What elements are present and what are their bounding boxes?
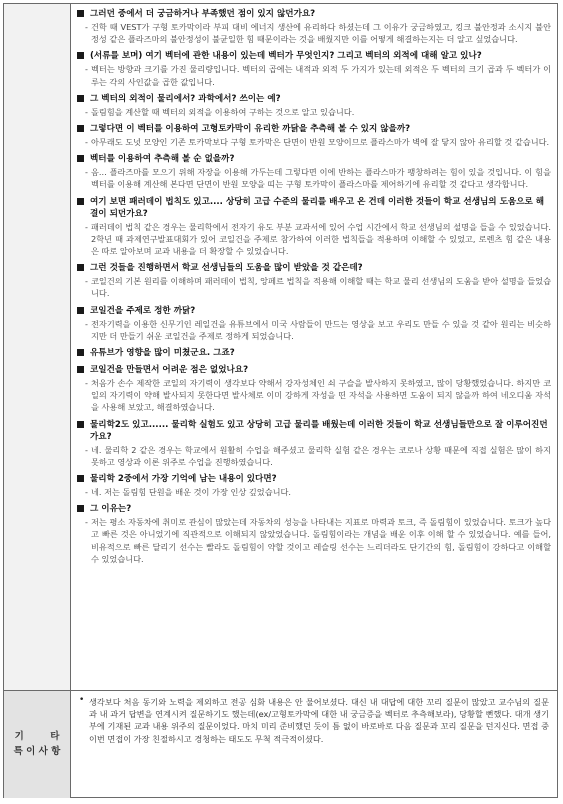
square-bullet-icon	[77, 307, 84, 314]
question-text: 그러던 중에서 더 궁금하거나 부족했던 점이 있지 않던가요?	[90, 9, 316, 19]
answer	[85, 106, 551, 118]
notes-text: 생각보다 처음 동기와 노력을 제외하고 전공 심화 내용은 안 물어보셨다. 대신 내 대답에 대한 꼬리 질문이 많았고 교수님의 질문과 내 과거 답변을 연계시켜 질문하기도 했는데(ex/고형토카막에 대한 내 궁금증을 벡터로 추측해보라), 당황할 뻔했다. 대개 생기부에 기재된 교과 내용 위주의 질문이었다. 마치 미리 준비했던 듯이 틈 없이 바로바로 다음 질문과 꼬리 질문을 던지신다. 면접 중 이번 면접이 가장 친절하시고 경청하는 태도도 무척 적극적이셨다.	[89, 697, 549, 744]
answer-text: 음... 플라즈마를 모으기 위해 자장을 이용해 가두는데 그렇다면 이에 반하는 플라스마가 팽창하려는 힘이 있을 것입니다. 이 힘을 벡터를 이용해 계산해 본다면 단면이 반원 모양을 띠는 구형 토카막이 플라스마를 제어하기에 유리할 것 같다고 생각합니다.	[91, 167, 551, 190]
question	[77, 153, 551, 165]
interview-record-sheet	[3, 3, 558, 798]
notes-label: 기 타 특 이 사 항	[13, 731, 61, 757]
dash-marker: -	[85, 444, 88, 455]
answer	[85, 377, 551, 414]
answer	[85, 318, 551, 342]
notes-section	[4, 690, 557, 798]
answer-text: 처음가 손수 제작한 코일의 자기력이 생각보다 약해서 강자성체인 쇠 구슬을 발사하지 못하였고, 많이 당황했었습니다. 하지만 코일의 자기력이 약해 발사되지 못한다면 발사체로 이미 강하게 자성을 띤 자석을 사용하면 도움이 되지 않을까 하여 네오디움 자석을 사용해 보았고, 해결하였습니다.	[91, 378, 551, 413]
dash-marker: -	[85, 106, 88, 117]
answer	[85, 63, 551, 87]
notes-label-cell	[4, 691, 71, 798]
qa-item	[77, 93, 551, 118]
qa-section-label-cell	[4, 4, 71, 690]
question	[77, 364, 551, 376]
question-text: 코일건을 주제로 정한 까닭?	[90, 305, 196, 316]
question	[77, 305, 551, 317]
dash-marker: -	[85, 137, 88, 148]
qa-item	[77, 153, 551, 190]
question	[77, 123, 551, 135]
answer	[85, 486, 551, 498]
question-text: 물리학 2중에서 가장 기억에 남는 내용이 있다면?	[90, 474, 277, 485]
square-bullet-icon	[77, 155, 84, 162]
dash-marker: -	[85, 378, 88, 389]
dash-marker: -	[85, 64, 88, 75]
notes-content	[71, 691, 557, 798]
qa-item	[77, 364, 551, 414]
question	[77, 93, 551, 105]
question	[77, 196, 551, 220]
dash-marker: -	[85, 167, 88, 178]
answer-text: 네. 저는 돌림힘 단원을 배운 것이 가장 인상 깊었습니다.	[91, 487, 292, 498]
question-text: 그런 것들을 진행하면서 학교 선생님들의 도움을 많이 받았을 것 같은데?	[90, 263, 363, 274]
qa-item	[77, 50, 551, 87]
question-text: 그렇다면 이 벡터를 이용하여 고형토카막이 유리한 까닭을 추측해 볼 수 있지 않을까?	[90, 124, 411, 135]
square-bullet-icon	[77, 264, 84, 271]
answer-text: 벡터는 방향과 크기를 가진 물리량입니다. 벡터의 곱에는 내적과 외적 두 가지가 있는데 외적은 두 벡터의 크기 곱과 두 벡터가 이루는 각의 사인값을 곱한 값입니다.	[91, 64, 551, 87]
question-text: (서류를 보며) 여기 벡터에 관한 내용이 있는데 벡터가 무엇인지? 그리고 벡터의 외적에 대해 알고 있나?	[90, 51, 482, 62]
square-bullet-icon	[77, 52, 84, 59]
qa-item	[77, 8, 551, 45]
qa-item	[77, 196, 551, 258]
answer-text: 아무래도 도넛 모양인 기존 토카막보다 구형 토카막은 단면이 반원 모양이므로 플라스마가 벽에 잘 닿지 않아 유리할 것 같습니다.	[91, 137, 550, 148]
dash-marker: -	[85, 517, 88, 528]
qa-item	[77, 503, 551, 565]
qa-item	[77, 419, 551, 468]
question-text: 유튜브가 영향을 많이 미쳤군요. 그죠?	[90, 348, 235, 359]
qa-item	[77, 123, 551, 148]
dash-marker: -	[85, 22, 88, 32]
square-bullet-icon	[77, 125, 84, 132]
question	[77, 8, 551, 20]
square-bullet-icon	[77, 95, 84, 102]
question	[77, 473, 551, 485]
square-bullet-icon	[77, 505, 84, 512]
question-text: 코일건을 만들면서 어려운 점은 없었나요?	[90, 365, 249, 376]
answer-text: 전자기력을 이용한 신무기인 레일건을 유튜브에서 미국 사람들이 만드는 영상을 보고 우리도 만들 수 있을 것 같아 원리는 비슷하지만 더 만들기 쉬운 코일건을 주제로 정하게 되었습니다.	[91, 318, 551, 341]
dash-marker: -	[85, 221, 88, 232]
square-bullet-icon	[77, 475, 84, 482]
question	[77, 347, 551, 359]
dash-marker: -	[85, 487, 88, 498]
answer	[85, 221, 551, 258]
answer	[85, 444, 551, 468]
answer	[85, 275, 551, 299]
answer-text: 저는 평소 자동차에 취미로 관심이 많았는데 자동차의 성능을 나타내는 지표로 마력과 토크, 즉 돌림힘이 있었습니다. 토크가 높다고 빠른 것은 아니었기에 직관적으로 이해되지 않았었습니다. 돌림힘이라는 개념을 배운 이후 이해 할 수 있었습니다. 예를 들어, 비유적으로 빠른 달리기 선수는 빨라도 돌림힘이 약할 것이고 레슬링 선수는 느리더라도 단기간의 힘, 돌림힘이 강하다고 이해할 수 있었습니다.	[91, 517, 551, 564]
qa-item	[77, 262, 551, 299]
answer	[85, 516, 551, 565]
answer	[85, 21, 551, 45]
question	[77, 419, 551, 443]
square-bullet-icon	[77, 10, 84, 17]
qa-item	[77, 305, 551, 342]
answer	[85, 166, 551, 190]
answer-text: 패러데이 법칙 같은 경우는 물리학에서 전자기 유도 부분 교과서에 있어 수업 시간에서 학교 선생님의 설명을 들을 수 있었습니다. 2학년 때 과제연구발표대회가 있어 코일건을 주제로 참가하여 이러한 법칙들을 적용하며 이해할 수 있었고, 로렌츠 힘 같은 내용은 따로 알아보며 교과 내용을 더 확장할 수 있었습니다.	[91, 221, 551, 257]
question	[77, 50, 551, 62]
qa-item	[77, 347, 551, 359]
question-text: 그 벡터의 외적이 물리에서? 과학에서? 쓰이는 예?	[90, 93, 281, 104]
qa-section	[4, 4, 557, 690]
question-text: 여기 보면 패러데이 법칙도 있고.... 상당히 고급 수준의 물리를 배우고 온 건데 이러한 것들이 학교 선생님의 도움으로 해결이 되던가요?	[90, 196, 545, 219]
question-text: 벡터를 이용하여 추측해 볼 순 없을까?	[90, 154, 235, 165]
dash-marker: -	[85, 276, 88, 287]
answer	[85, 136, 551, 148]
square-bullet-icon	[77, 198, 84, 205]
dash-marker: -	[85, 318, 88, 329]
qa-list	[71, 4, 557, 690]
question	[77, 503, 551, 515]
question	[77, 262, 551, 274]
square-bullet-icon	[77, 366, 84, 373]
question-text: 물리학2도 있고...... 물리학 실험도 있고 상당히 고급 물리를 배웠는데 이러한 것들이 학교 선생님들만으로 잘 이루어진던가요?	[90, 419, 548, 442]
square-bullet-icon	[77, 421, 84, 428]
answer-text: 돌림힘을 계산할 때 벡터의 외적을 이용하여 구하는 것으로 알고 있습니다.	[91, 106, 355, 117]
notes-bullet: •	[79, 695, 85, 705]
question-text: 그 이유는?	[90, 504, 132, 515]
answer-text: 건학 때 VEST가 구형 토카막이라 부피 대비 에너지 생산에 유리하다 하셨는데 그 이유가 궁금하였고, 킹크 불안정과 소시지 불안정성 같은 플라즈마의 불안정성이 불균일한 힘 때문이라는 것을 배웠지만 이를 어떻게 해결하는지는 더 알고 싶었습니다.	[91, 22, 551, 45]
answer-text: 네. 물리학 2 같은 경우는 학교에서 원활히 수업을 해주셨고 물리학 실험 같은 경우는 코로나 상황 때문에 직접 실험은 많이 하지 못하고 영상과 이론 위주로 수업을 진행하였습니다.	[91, 444, 551, 467]
qa-item	[77, 473, 551, 498]
square-bullet-icon	[77, 349, 84, 356]
answer-text: 코일건의 기본 원리를 이해하며 패러데이 법칙, 앙페르 법칙을 적용해 이해할 때는 학교 물리 선생님의 도움을 받아 설명을 들었습니다.	[91, 276, 551, 299]
